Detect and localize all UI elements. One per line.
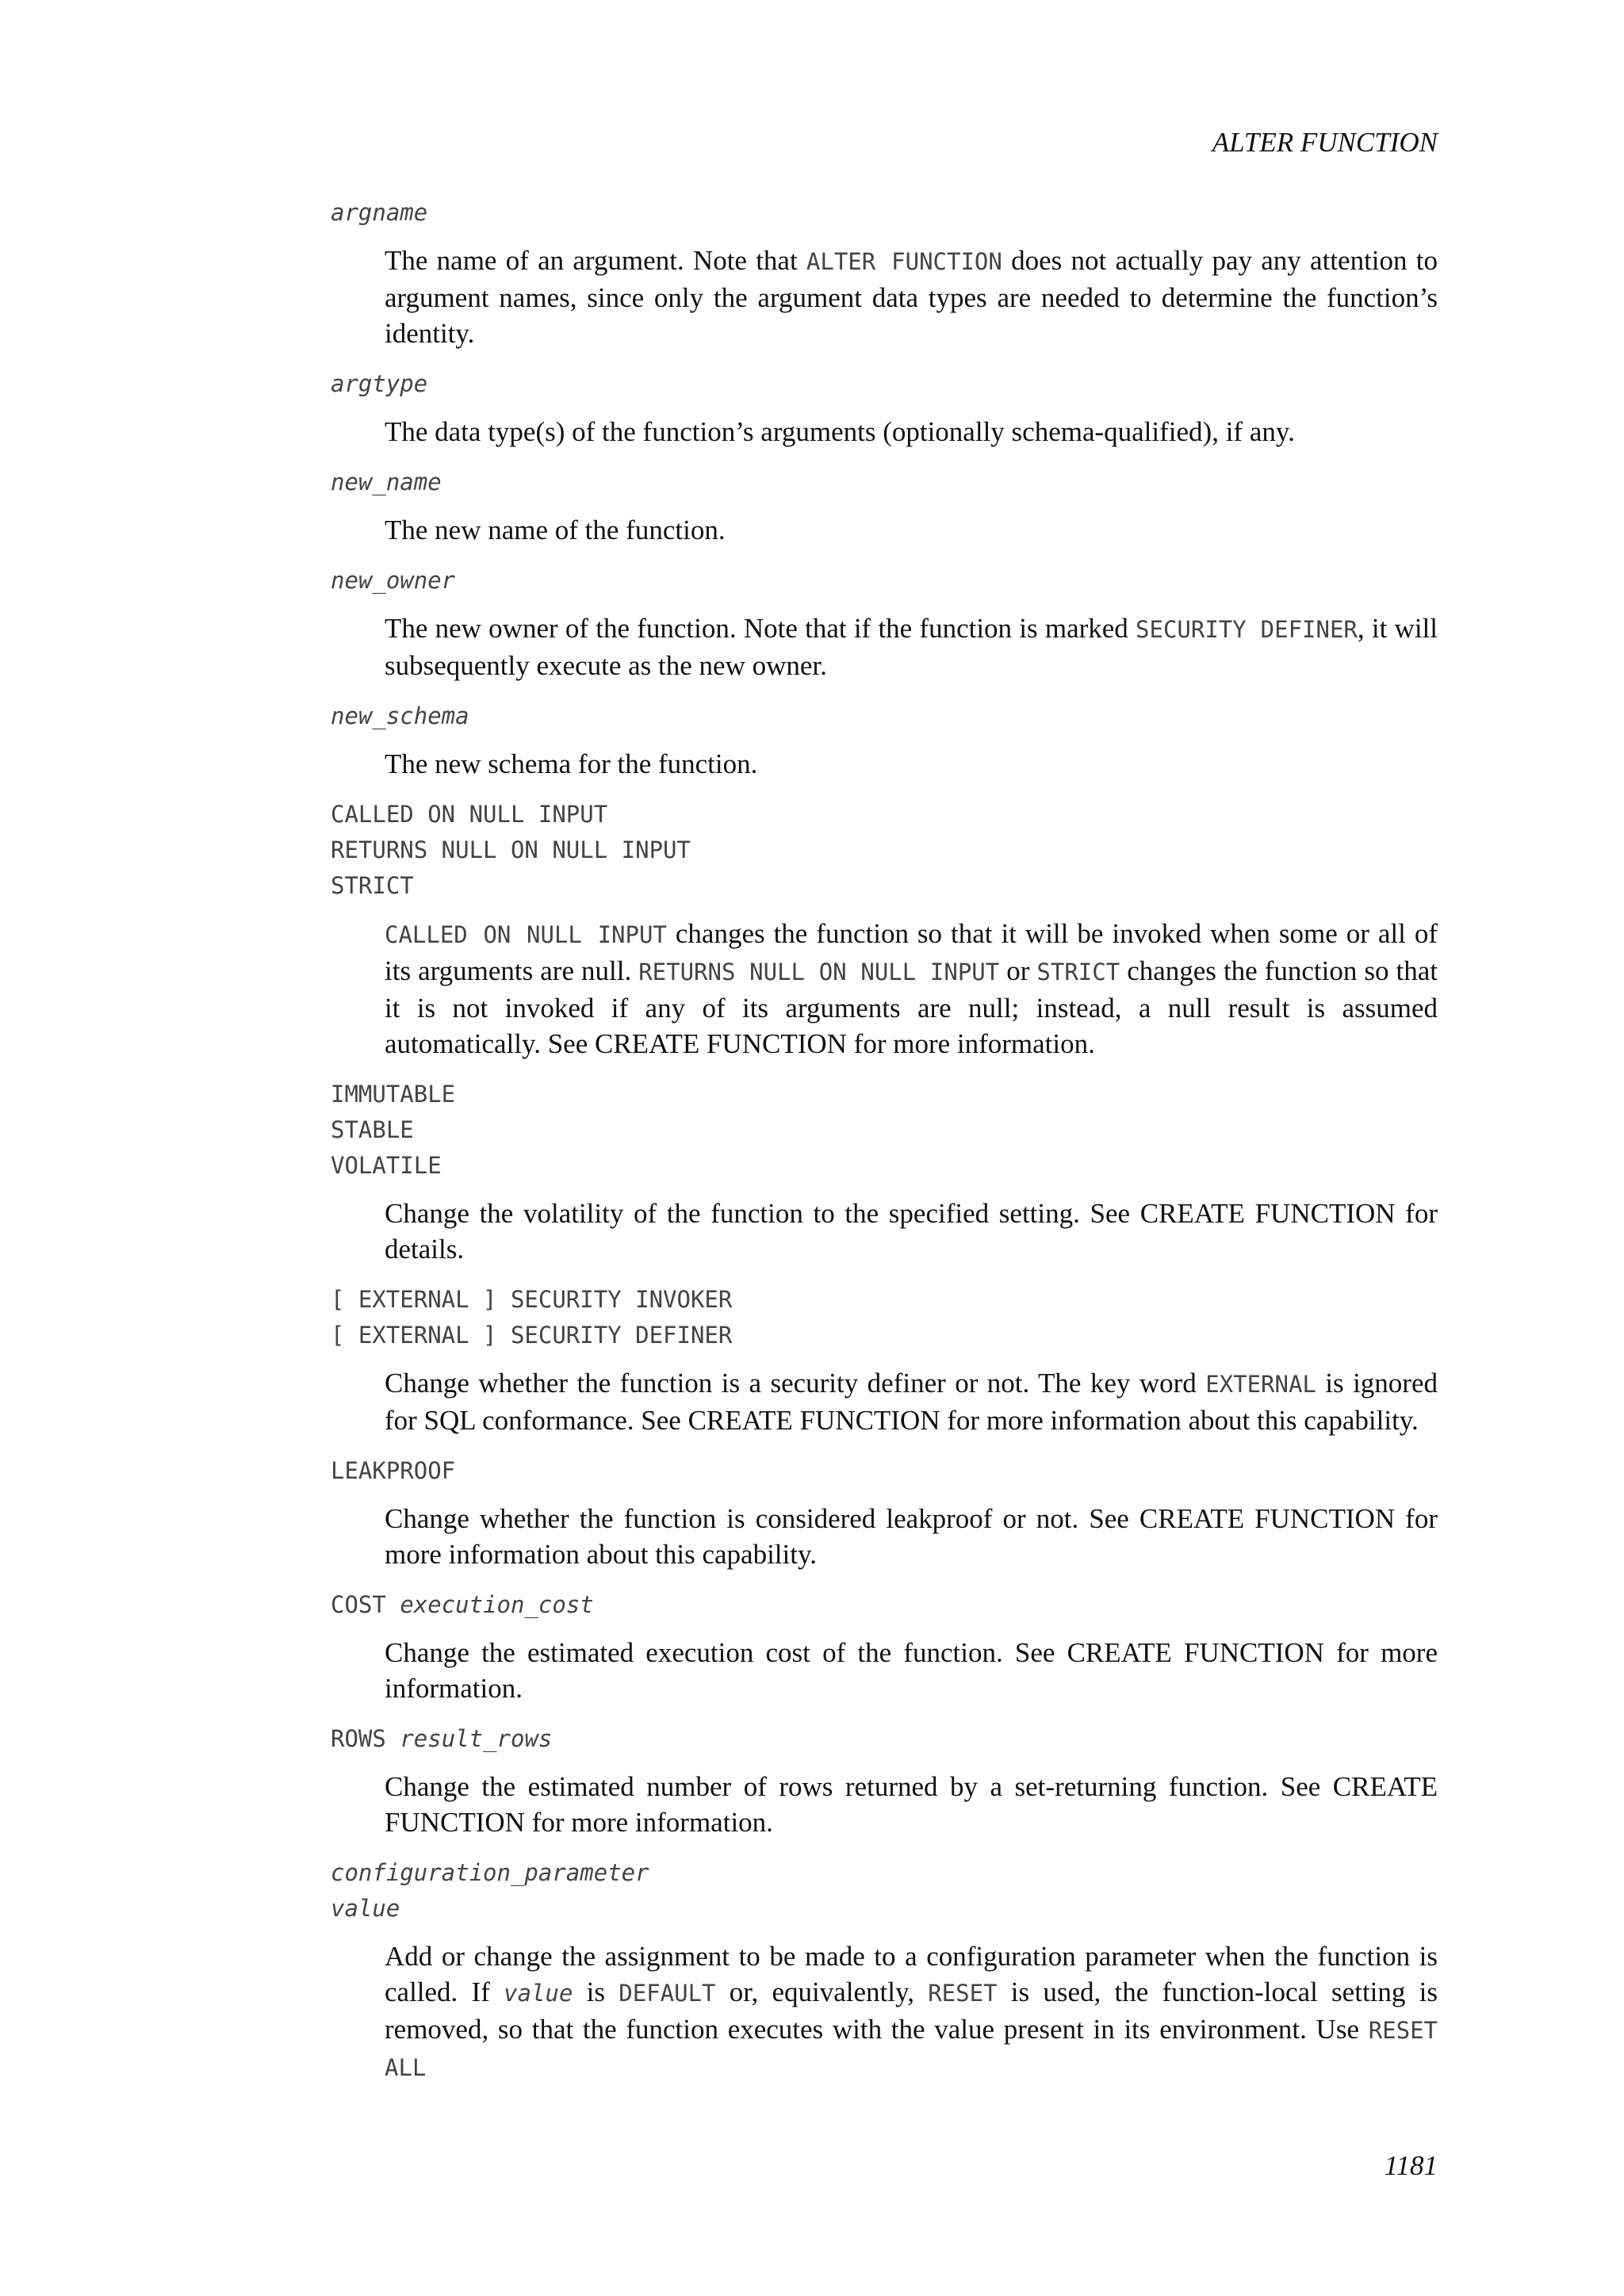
term-immutable: IMMUTABLE bbox=[331, 1081, 456, 1108]
desc-new-owner: The new owner of the function. Note that if the function is marked SECURITY DEFINER, it will subsequently execute as the new owner. bbox=[385, 613, 1438, 681]
term-cost: COST execution_cost bbox=[331, 1591, 594, 1618]
term-new-name: new_name bbox=[331, 469, 442, 496]
desc-cost: Change the estimated execution cost of the function. See CREATE FUNCTION for more information. bbox=[385, 1637, 1438, 1704]
term-argtype: argtype bbox=[331, 370, 428, 397]
entry-new-owner bbox=[331, 563, 1438, 683]
desc-new-name: The new name of the function. bbox=[385, 515, 726, 545]
term-argname: argname bbox=[331, 199, 428, 226]
term-called-on-null-input: CALLED ON NULL INPUT bbox=[331, 801, 608, 828]
entry-cost bbox=[331, 1587, 1438, 1706]
running-header: ALTER FUNCTION bbox=[1212, 127, 1438, 158]
entry-null-input bbox=[331, 797, 1438, 1062]
parameter-list bbox=[331, 195, 1438, 2101]
desc-argname: The name of an argument. Note that ALTER FUNCTION does not actually pay any attention to argument names, since only the argument data types are needed to determine the function’s identity. bbox=[385, 245, 1438, 349]
term-stable: STABLE bbox=[331, 1116, 414, 1143]
term-rows: ROWS result_rows bbox=[331, 1725, 553, 1752]
term-new-schema: new_schema bbox=[331, 702, 469, 729]
desc-leakproof: Change whether the function is considered leakproof or not. See CREATE FUNCTION for more information about this capability. bbox=[385, 1503, 1438, 1570]
entry-new-name bbox=[331, 465, 1438, 548]
desc-argtype: The data type(s) of the function’s arguments (optionally schema-qualified), if any. bbox=[385, 416, 1295, 447]
entry-security bbox=[331, 1282, 1438, 1438]
entry-new-schema bbox=[331, 698, 1438, 782]
term-configuration-parameter: configuration_parameter bbox=[331, 1859, 649, 1886]
entry-argname bbox=[331, 195, 1438, 351]
desc-new-schema: The new schema for the function. bbox=[385, 748, 758, 779]
term-value: value bbox=[331, 1895, 400, 1922]
term-returns-null-on-null-input: RETURNS NULL ON NULL INPUT bbox=[331, 836, 691, 863]
entry-argtype bbox=[331, 366, 1438, 450]
desc-configuration-parameter: Add or change the assignment to be made to a configuration parameter when the function is called. If value is DEFAULT or, equivalently, RESET is used, the function-local setting is removed, so that the function executes with the value present in its environment. Use RESET ALL bbox=[385, 1941, 1438, 2081]
term-leakproof: LEAKPROOF bbox=[331, 1457, 456, 1484]
desc-null-input: CALLED ON NULL INPUT changes the function so that it will be invoked when some or all of its arguments are null. RETURNS NULL ON NULL INPUT or STRICT changes the function so that it is not invoked if any of its arguments are null; instead, a null result is assumed automatically. See CREATE FUNCTION for more information. bbox=[385, 918, 1438, 1059]
desc-security: Change whether the function is a security definer or not. The key word EXTERNAL is ignored for SQL conformance. See CREATE FUNCTION for more information about this capability. bbox=[385, 1368, 1438, 1436]
term-strict: STRICT bbox=[331, 872, 414, 899]
entry-volatility bbox=[331, 1077, 1438, 1267]
term-security-invoker: [ EXTERNAL ] SECURITY INVOKER bbox=[331, 1286, 733, 1313]
entry-rows bbox=[331, 1721, 1438, 1840]
term-volatile: VOLATILE bbox=[331, 1152, 442, 1179]
desc-rows: Change the estimated number of rows returned by a set-returning function. See CREATE FUNCTION for more information. bbox=[385, 1771, 1438, 1838]
desc-volatility: Change the volatility of the function to the specified setting. See CREATE FUNCTION for details. bbox=[385, 1198, 1438, 1265]
entry-leakproof bbox=[331, 1453, 1438, 1572]
page-number: 1181 bbox=[1384, 2150, 1438, 2181]
term-new-owner: new_owner bbox=[331, 567, 456, 594]
term-security-definer: [ EXTERNAL ] SECURITY DEFINER bbox=[331, 1322, 733, 1349]
entry-configuration-parameter bbox=[331, 1855, 1438, 2086]
